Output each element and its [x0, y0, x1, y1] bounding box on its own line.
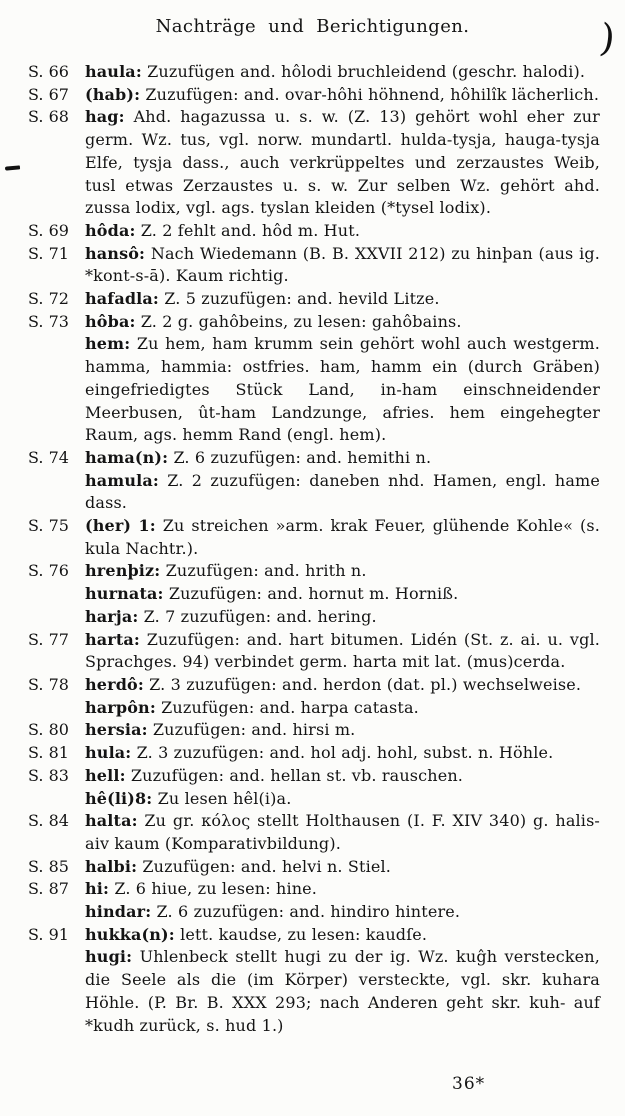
- entry-text: [85, 61, 600, 84]
- entry-text: [85, 583, 600, 606]
- entry-headword: hag:: [85, 107, 125, 127]
- entry-page-ref: S. 68: [28, 107, 69, 127]
- entry-headword: hrenþiz:: [85, 561, 161, 581]
- entry-body-text: Zu lesen hêl(i)a.: [157, 788, 292, 808]
- entry-page-ref: S. 75: [28, 516, 69, 536]
- entry-page-ref: [28, 606, 85, 629]
- entry-body-text: Z. 6 zuzufügen: and. hindiro hintere.: [156, 902, 461, 922]
- entry-text: [85, 220, 600, 243]
- entry-headword: hê(li)8:: [85, 788, 153, 808]
- entry-page-ref: S. 84: [28, 811, 69, 831]
- entry-text: [85, 629, 600, 674]
- entry-page-ref: S. 77: [28, 629, 69, 649]
- entry-text: [85, 765, 600, 788]
- entry-body-text: Zuzufügen and. hôlodi bruchleidend (geschr. halodi).: [147, 62, 586, 81]
- entry-row: [28, 856, 600, 879]
- entry-body-text: Z. 3 zuzufügen: and. hol adj. hohl, subst. n. Höhle.: [136, 743, 554, 763]
- entry-body-text: Z. 5 zuzufügen: and. hevild Litze.: [164, 289, 440, 309]
- entry-page-ref: [28, 788, 85, 811]
- entry-text: [85, 742, 600, 765]
- entry-body-text: Z. 2 fehlt and. hôd m. Hut.: [140, 220, 361, 240]
- entry-headword: herdô:: [85, 674, 144, 694]
- entry-row: [28, 560, 600, 583]
- entry-page-ref: [28, 583, 85, 606]
- entry-page-ref: [28, 470, 85, 515]
- entry-row: [28, 901, 600, 924]
- entry-row: [28, 810, 600, 855]
- entry-body-text: Zu hem, ham krumm sein gehört wohl auch westgerm. hamma, hammia: ostfries. ham, hamm ein (durch Gräben) eingefriedigtes Stück Land, in-ham einschneidender Meerbusen, ût-ham Landzunge, afries. hem eingehegter Raum, ags. hemm Rand (engl. hem).: [85, 334, 600, 445]
- entry-text: [85, 243, 600, 288]
- entry-page-ref: S. 66: [28, 62, 69, 81]
- entry-row: [28, 106, 600, 220]
- entry-text: [85, 719, 600, 742]
- entry-page-ref: S. 81: [28, 743, 69, 763]
- entry-body-text: Uhlenbeck stellt hugi zu der ig. Wz. kuĝh verstecken, die Seele als die (im Körper) versteckte, vgl. skr. kuhara Höhle. (P. Br. B. XXX 293; nach Anderen geht skr. kuh- auf *kudh zurück, s. hud 1.): [85, 947, 600, 1035]
- entry-body-text: Z. 2 zuzufügen: daneben nhd. Hamen, engl. hame dass.: [85, 470, 600, 513]
- entry-headword: hugi:: [85, 947, 133, 967]
- entry-body-text: Ahd. hagazussa u. s. w. (Z. 13) gehört wohl eher zur germ. Wz. tus, vgl. norw. mundartl. hulda-tysja, hauga-tysja Elfe, tysja dass., auch verkrüppeltes und zerzaustes Weib, tusl etwas Zerzaustes u. s. w. Zur selben Wz. gehört ahd. zussa lodix, vgl. ags. tyslan kleiden (*tysel lodix).: [85, 107, 600, 218]
- entry-headword: hama(n):: [85, 447, 169, 467]
- entry-row: [28, 878, 600, 901]
- entry-row: [28, 606, 600, 629]
- entry-body-text: Z. 6 zuzufügen: and. hemithi n.: [173, 447, 432, 467]
- entry-page-ref: S. 71: [28, 243, 69, 263]
- entry-row: [28, 924, 600, 947]
- entry-text: [85, 697, 600, 720]
- entry-page-ref: S. 83: [28, 765, 69, 785]
- entry-text: [85, 856, 600, 879]
- entry-page-ref: S. 67: [28, 84, 69, 104]
- entry-page-ref: S. 73: [28, 311, 69, 331]
- entry-body-text: Nach Wiedemann (B. B. XXVII 212) zu hinþan (aus ig. *kont-s-ā). Kaum richtig.: [85, 243, 600, 286]
- entry-page-ref: [28, 697, 85, 720]
- entry-text: [85, 878, 600, 901]
- entry-page-ref: S. 72: [28, 289, 69, 309]
- entry-body-text: Z. 7 zuzufügen: and. hering.: [143, 606, 377, 626]
- entry-headword: (her) 1:: [85, 516, 156, 536]
- entry-headword: harja:: [85, 606, 139, 626]
- entry-row: [28, 333, 600, 447]
- entry-headword: hula:: [85, 743, 132, 763]
- entry-text: [85, 606, 600, 629]
- entry-page-ref: S. 69: [28, 220, 69, 240]
- entry-headword: halta:: [85, 811, 138, 831]
- entry-headword: hafadla:: [85, 289, 159, 309]
- entry-headword: hem:: [85, 334, 131, 354]
- entry-body-text: Zuzufügen: and. hellan st. vb. rauschen.: [130, 765, 464, 785]
- entry-page-ref: S. 87: [28, 879, 69, 899]
- entry-text: [85, 84, 600, 107]
- entry-row: [28, 674, 600, 697]
- entry-page-ref: [28, 333, 85, 447]
- entry-text: [85, 447, 600, 470]
- entry-text: [85, 311, 600, 334]
- entry-text: [85, 674, 600, 697]
- entry-body-text: Zuzufügen: and. hart bitumen. Lidén (St. z. ai. u. vgl. Sprachges. 94) verbindet germ. harta mit lat. (mus)cerda.: [85, 629, 600, 672]
- entry-page-ref: S. 80: [28, 720, 69, 740]
- entry-headword: harpôn:: [85, 697, 156, 717]
- entry-row: [28, 243, 600, 288]
- entry-text: [85, 946, 600, 1037]
- entry-row: [28, 61, 600, 84]
- footer-signature: 36*: [452, 1074, 486, 1094]
- entry-text: [85, 788, 600, 811]
- entry-row: [28, 788, 600, 811]
- entry-row: [28, 629, 600, 674]
- entry-body-text: Zuzufügen: and. hirsi m.: [152, 720, 356, 740]
- entry-body-text: Z. 2 g. gahôbeins, zu lesen: gahôbains.: [140, 311, 462, 331]
- entry-headword: hersia:: [85, 720, 148, 740]
- entry-page-ref: S. 78: [28, 674, 69, 694]
- corner-ink-mark: ): [597, 15, 618, 61]
- entry-page-ref: S. 74: [28, 447, 69, 467]
- entry-text: [85, 288, 600, 311]
- entry-headword: hôba:: [85, 311, 136, 331]
- entry-page-ref: [28, 946, 85, 1037]
- entry-page-ref: [28, 901, 85, 924]
- entry-text: [85, 560, 600, 583]
- entry-text: [85, 924, 600, 947]
- entry-headword: hindar:: [85, 902, 152, 922]
- entry-headword: (hab):: [85, 84, 141, 104]
- entry-body-text: Z. 6 hiue, zu lesen: hine.: [114, 879, 318, 899]
- entry-row: [28, 697, 600, 720]
- entry-headword: hukka(n):: [85, 924, 175, 944]
- entry-page-ref: S. 76: [28, 561, 69, 581]
- entry-headword: halbi:: [85, 856, 138, 876]
- entry-text: [85, 901, 600, 924]
- entry-headword: hamula:: [85, 470, 159, 490]
- entry-body-text: Zu streichen »arm. krak Feuer, glühende Kohle« (s. kula Nachtr.).: [85, 516, 600, 558]
- entry-row: [28, 765, 600, 788]
- entry-headword: hansô:: [85, 243, 146, 263]
- entry-row: [28, 515, 600, 560]
- entry-text: [85, 515, 600, 560]
- entry-row: [28, 946, 600, 1037]
- entry-text: [85, 810, 600, 855]
- entry-row: [28, 220, 600, 243]
- entry-headword: harta:: [85, 629, 140, 649]
- entries-list: [0, 61, 625, 1037]
- entry-row: [28, 447, 600, 470]
- entry-row: [28, 742, 600, 765]
- entry-row: [28, 84, 600, 107]
- entry-row: [28, 311, 600, 334]
- page-title: Nachträge und Berichtigungen.: [155, 16, 470, 37]
- entry-row: [28, 719, 600, 742]
- entry-row: [28, 288, 600, 311]
- entry-headword: hell:: [85, 765, 126, 785]
- entry-body-text: Zuzufügen: and. hrith n.: [165, 561, 367, 581]
- entry-headword: hurnata:: [85, 584, 164, 604]
- entry-body-text: Z. 3 zuzufügen: and. herdon (dat. pl.) wechselweise.: [149, 674, 582, 694]
- entry-headword: hôda:: [85, 220, 136, 240]
- entry-body-text: lett. kaudse, zu lesen: kaudſe.: [180, 924, 428, 944]
- entry-page-ref: S. 91: [28, 924, 69, 944]
- entry-text: [85, 106, 600, 220]
- entry-text: [85, 470, 600, 515]
- entry-page-ref: S. 85: [28, 856, 69, 876]
- entry-row: [28, 583, 600, 606]
- entry-body-text: Zuzufügen: and. helvi n. Stiel.: [142, 856, 391, 876]
- entry-headword: hi:: [85, 879, 110, 899]
- entry-headword: haula:: [85, 62, 142, 81]
- entry-row: [28, 470, 600, 515]
- entry-body-text: Zuzufügen: and. hornut m. Horniß.: [168, 584, 459, 604]
- entry-body-text: Zuzufügen: and. ovar-hôhi höhnend, hôhilîk lächerlich.: [145, 84, 600, 104]
- entry-body-text: Zu gr. κόλος stellt Holthausen (I. F. XIV 340) g. halis-aiv kaum (Komparativbildung).: [85, 811, 600, 853]
- entry-body-text: Zuzufügen: and. harpa catasta.: [161, 697, 419, 717]
- entry-text: [85, 333, 600, 447]
